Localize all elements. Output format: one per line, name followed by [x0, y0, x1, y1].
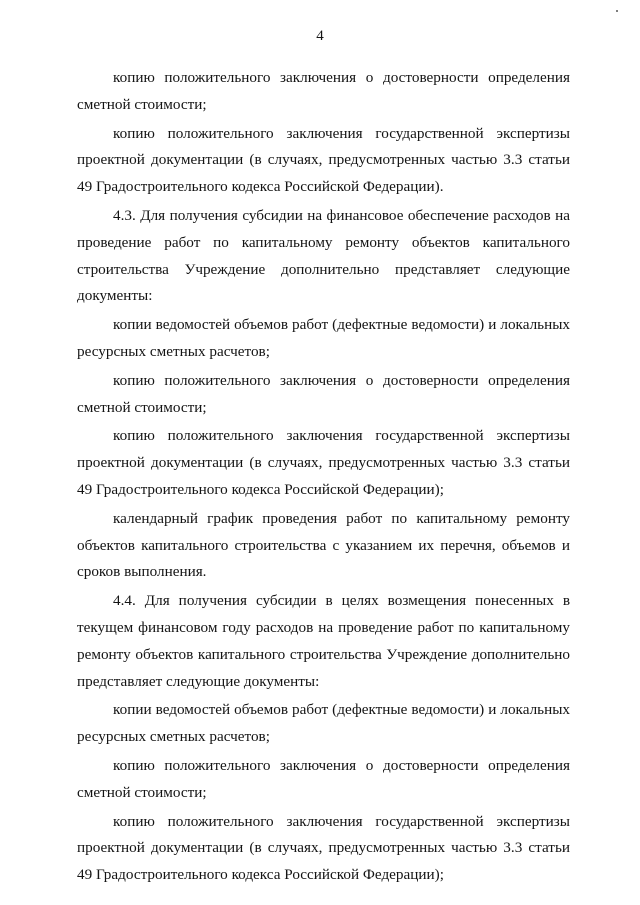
- paragraph-estimate-conclusion-1: копию положительного заключения о достоверности определения сметной стоимости;: [77, 69, 570, 113]
- document-body: [77, 65, 570, 891]
- paragraph-estimate-conclusion-2: копию положительного заключения о достоверности определения сметной стоимости;: [77, 371, 570, 416]
- paragraph-state-expertise-2: копию положительного заключения государственной экспертизы проектной документации (в случаях, предусмотренных частью 3.3 статьи 49 Градостроительного кодекса Российской Федерации);: [77, 427, 570, 498]
- paragraph-defect-statements-2: копии ведомостей объемов работ (дефектные ведомости) и локальных ресурсных сметных расчетов;: [77, 701, 570, 746]
- page-number: 4: [316, 28, 324, 44]
- paragraph-estimate-conclusion-3: копию положительного заключения о достоверности определения сметной стоимости;: [77, 756, 570, 801]
- scan-mark: [616, 10, 618, 12]
- paragraph-section-4-3: 4.3. Для получения субсидии на финансовое обеспечение расходов на проведение работ по капитальному ремонту объектов капитального строительства Учреждение дополнительно представляет следующие документы:: [77, 206, 570, 305]
- paragraph-state-expertise-3: копию положительного заключения государственной экспертизы проектной документации (в случаях, предусмотренных частью 3.3 статьи 49 Градостроительного кодекса Российской Федерации);: [77, 812, 570, 884]
- paragraph-defect-statements-1: копии ведомостей объемов работ (дефектные ведомости) и локальных ресурсных сметных расчетов;: [77, 316, 570, 360]
- paragraph-work-schedule: календарный график проведения работ по капитальному ремонту объектов капитального строительства с указанием их перечня, объемов и сроков выполнения.: [77, 509, 570, 581]
- paragraph-section-4-4: 4.4. Для получения субсидии в целях возмещения понесенных в текущем финансовом году расходов на проведение работ по капитальному ремонту объектов капитального строительства Учреждение дополнительно представляет следующие документы:: [77, 592, 570, 690]
- paragraph-state-expertise-1: копию положительного заключения государственной экспертизы проектной документации (в случаях, предусмотренных частью 3.3 статьи 49 Градостроительного кодекса Российской Федерации).: [77, 124, 570, 196]
